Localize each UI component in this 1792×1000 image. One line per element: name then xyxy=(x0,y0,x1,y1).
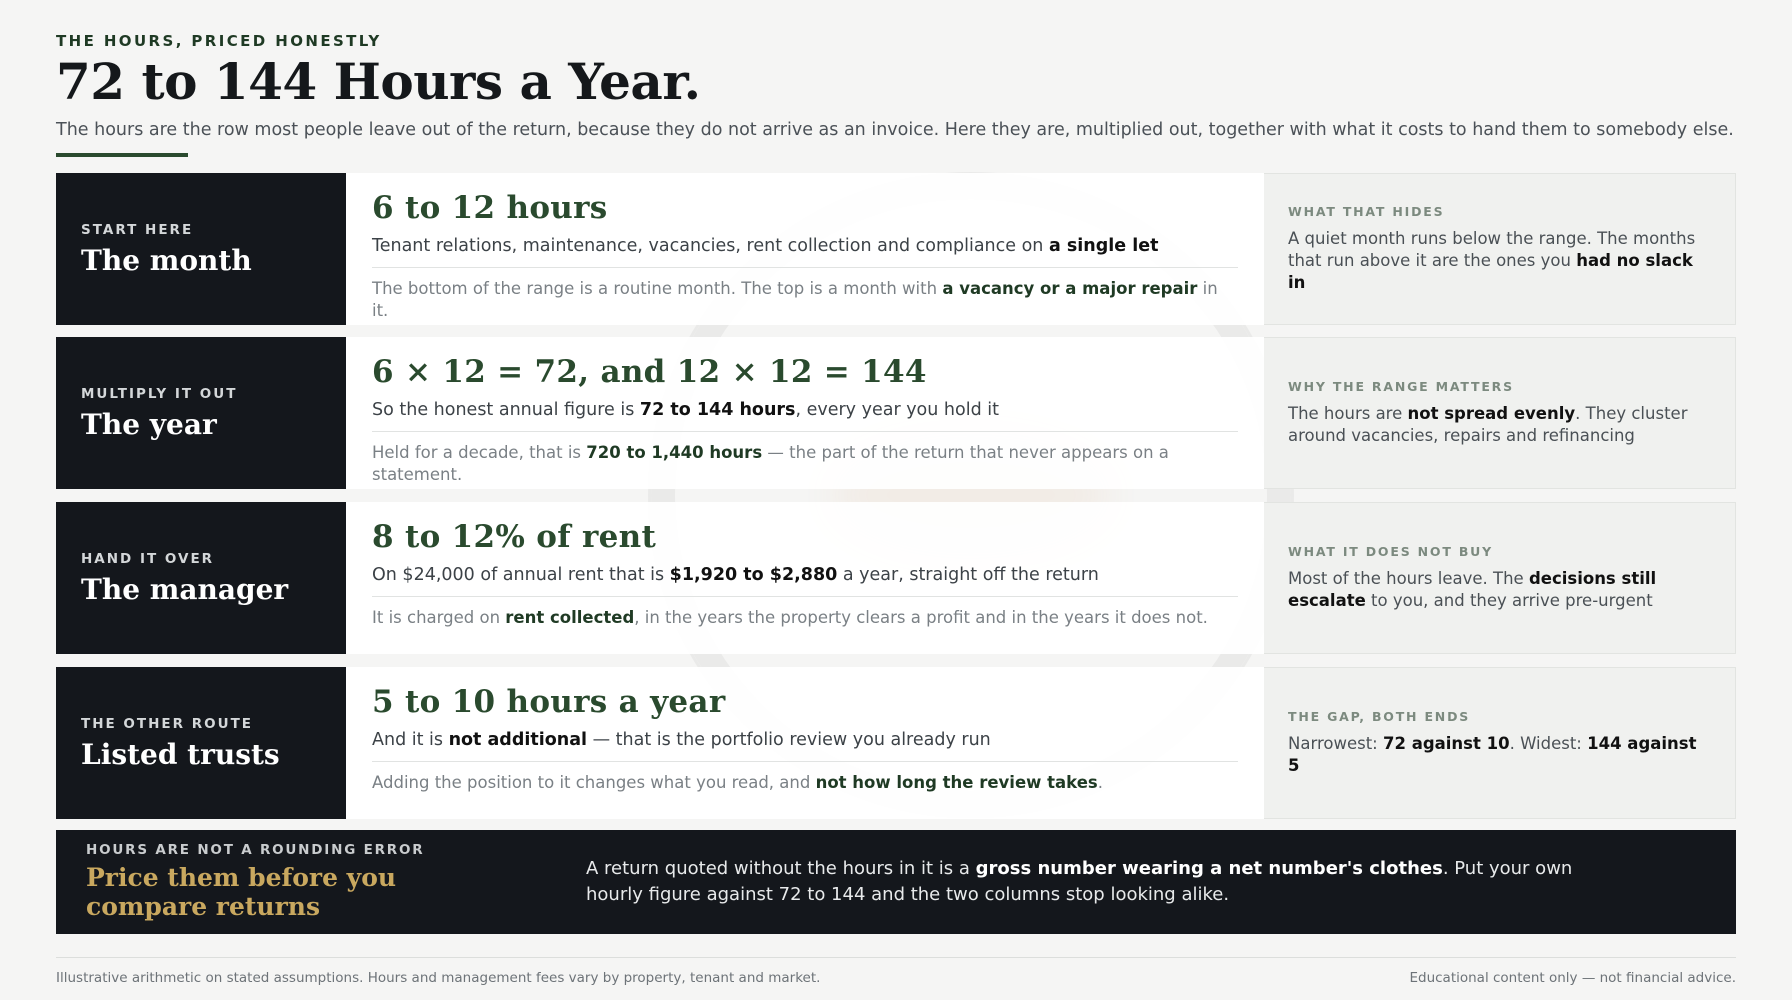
row-kicker: START HERE xyxy=(81,221,194,238)
footer-disclaimer: Illustrative arithmetic on stated assumptions. Hours and management fees vary by property, tenant and market. xyxy=(56,970,821,986)
banner-text: A return quoted without the hours in it is a gross number wearing a net number's clothes. Put your own hourly figure against 72 to 144 and the two columns stop looking alike. xyxy=(586,857,1573,905)
row-listed-trusts xyxy=(56,667,1736,819)
eyebrow: THE HOURS, PRICED HONESTLY xyxy=(56,32,382,50)
row-label xyxy=(56,502,346,654)
row-sidenote xyxy=(1264,667,1736,819)
banner-kicker: HOURS ARE NOT A ROUNDING ERROR xyxy=(86,842,425,859)
sidenote-text: A quiet month runs below the range. The months that run above it are the ones you had no slack in xyxy=(1288,228,1696,293)
row-name: Listed trusts xyxy=(81,737,280,771)
row-note: The bottom of the range is a routine month. The top is a month with a vacancy or a major repair in it. xyxy=(372,279,1218,320)
row-name: The manager xyxy=(81,572,289,606)
row-main xyxy=(346,173,1264,325)
sidenote-text: Narrowest: 72 against 10. Widest: 144 against 5 xyxy=(1288,733,1697,775)
row-description: And it is not additional — that is the portfolio review you already run xyxy=(372,729,1238,763)
row-month xyxy=(56,173,1736,325)
row-note: It is charged on rent collected, in the years the property clears a profit and in the years it does not. xyxy=(372,608,1208,628)
row-main xyxy=(346,667,1264,819)
row-kicker: HAND IT OVER xyxy=(81,550,215,567)
banner-left xyxy=(56,842,586,922)
banner-title: Price them before you compare returns xyxy=(86,863,397,921)
row-sidenote xyxy=(1264,502,1736,654)
row-label xyxy=(56,667,346,819)
row-sidenote xyxy=(1264,173,1736,325)
row-name: The month xyxy=(81,243,252,277)
sidenote-text: The hours are not spread evenly. They cluster around vacancies, repairs and refinancing xyxy=(1288,403,1688,445)
row-manager xyxy=(56,502,1736,654)
row-kicker: MULTIPLY IT OUT xyxy=(81,385,238,402)
footer-divider xyxy=(56,957,1736,958)
row-main xyxy=(346,337,1264,489)
page-subtitle: The hours are the row most people leave out of the return, because they do not arrive as an invoice. Here they are, multiplied out, together with what it costs to hand them to somebody else. xyxy=(56,120,1734,140)
sidenote-kicker: THE GAP, BOTH ENDS xyxy=(1288,708,1471,724)
row-label xyxy=(56,337,346,489)
row-description: Tenant relations, maintenance, vacancies, rent collection and compliance on a single let xyxy=(372,235,1238,269)
row-headline: 6 × 12 = 72, and 12 × 12 = 144 xyxy=(372,354,927,390)
row-year xyxy=(56,337,1736,489)
row-note: Held for a decade, that is 720 to 1,440 hours — the part of the return that never appears on a statement. xyxy=(372,443,1169,484)
row-headline: 8 to 12% of rent xyxy=(372,519,657,555)
sidenote-kicker: WHY THE RANGE MATTERS xyxy=(1288,378,1514,394)
row-sidenote xyxy=(1264,337,1736,489)
row-description: So the honest annual figure is 72 to 144 hours, every year you hold it xyxy=(372,399,1238,433)
sidenote-kicker: WHAT IT DOES NOT BUY xyxy=(1288,543,1493,559)
row-description: On $24,000 of annual rent that is $1,920 to $2,880 a year, straight off the return xyxy=(372,564,1238,598)
page-title: 72 to 144 Hours a Year. xyxy=(56,52,701,111)
row-headline: 6 to 12 hours xyxy=(372,190,608,226)
summary-banner xyxy=(56,830,1736,934)
row-note: Adding the position to it changes what you read, and not how long the review takes. xyxy=(372,773,1103,793)
row-kicker: THE OTHER ROUTE xyxy=(81,715,253,732)
row-headline: 5 to 10 hours a year xyxy=(372,684,726,720)
title-underline xyxy=(56,153,188,157)
footer-advice-note: Educational content only — not financial advice. xyxy=(1409,970,1736,986)
sidenote-text: Most of the hours leave. The decisions still escalate to you, and they arrive pre-urgent xyxy=(1288,568,1657,610)
row-main xyxy=(346,502,1264,654)
row-name: The year xyxy=(81,407,217,441)
sidenote-kicker: WHAT THAT HIDES xyxy=(1288,203,1445,219)
row-label xyxy=(56,173,346,325)
